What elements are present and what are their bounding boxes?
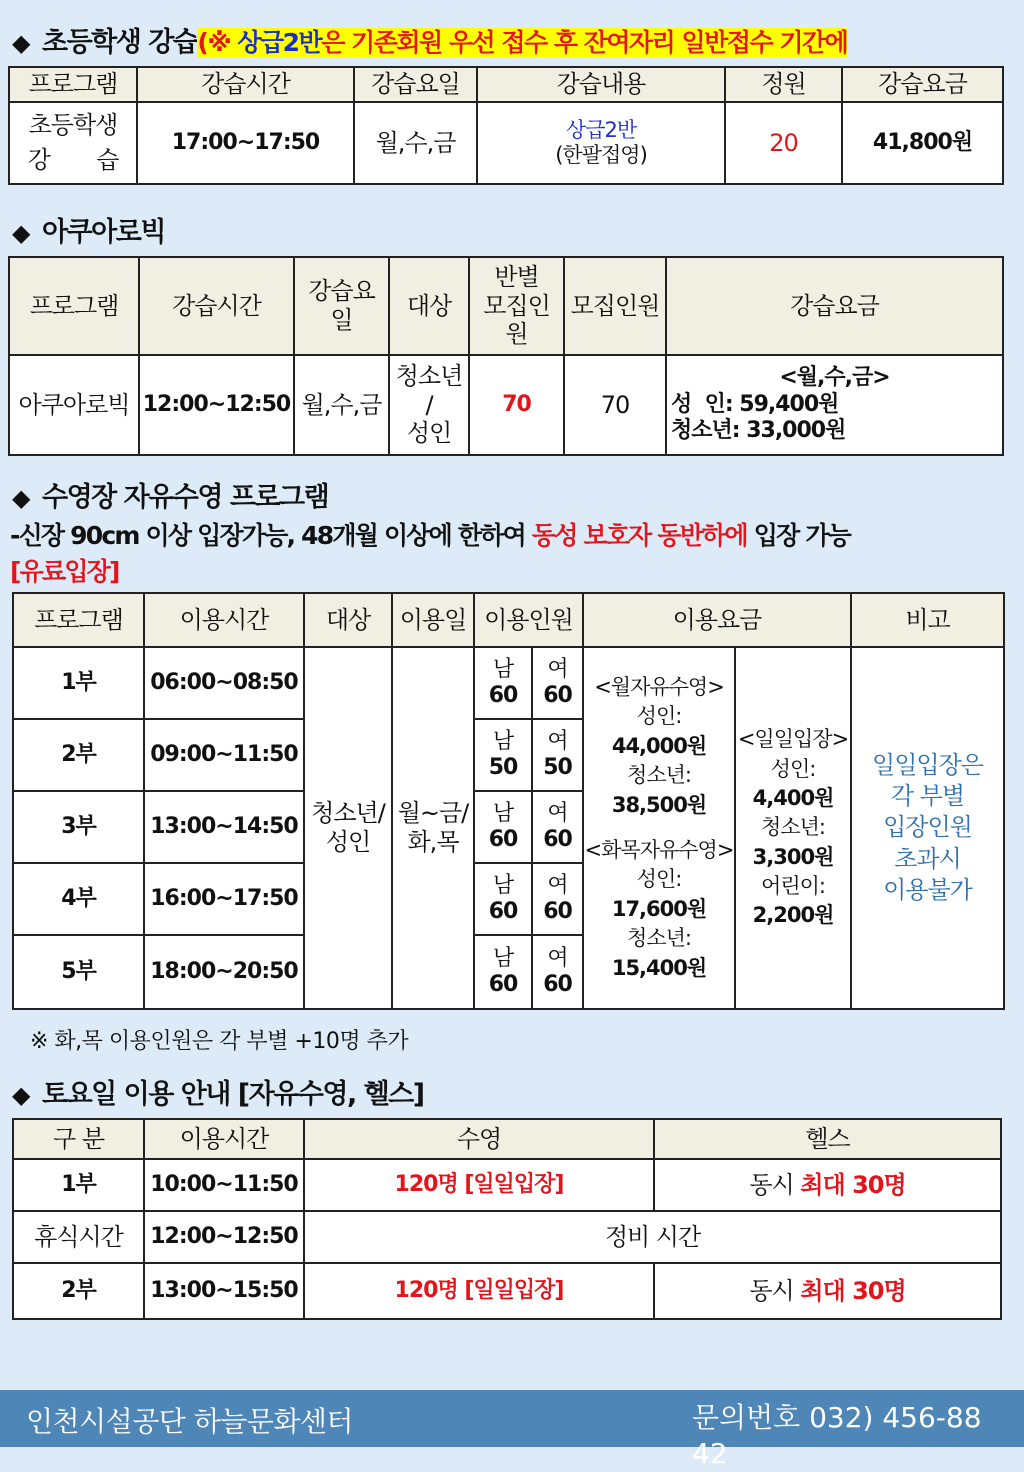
part-cell: 휴식시간 xyxy=(13,1211,144,1263)
fee-cell: 41,800원 xyxy=(842,102,1003,184)
remark-line: 일일입장은 xyxy=(872,751,983,780)
female-label: 여 xyxy=(547,945,568,971)
header-time: 이용시간 xyxy=(144,593,304,647)
time-cell: 13:00~14:50 xyxy=(144,791,304,863)
fee-label: 청소년: xyxy=(627,763,691,788)
section-title-elementary xyxy=(12,20,847,59)
black-diamond-icon: ◆ xyxy=(12,219,29,247)
table-row xyxy=(13,1159,1001,1211)
daily-fee-cell xyxy=(735,647,851,1009)
part-cell: 1부 xyxy=(13,647,144,719)
female-capacity-cell xyxy=(532,863,583,935)
female-count: 60 xyxy=(543,899,572,924)
fee-youth: 청소년: 33,000원 xyxy=(671,418,846,444)
gym-prefix: 동시 xyxy=(749,1276,801,1305)
male-count: 50 xyxy=(488,755,518,780)
remark-line: 초과시 xyxy=(894,844,961,873)
header-program: 프로그램 xyxy=(9,67,137,102)
swim-cell: 120명 [일일입장] xyxy=(304,1263,654,1319)
header-program: 프로그램 xyxy=(13,593,144,647)
fee-value: 2,200원 xyxy=(752,903,834,928)
part-cell: 5부 xyxy=(13,935,144,1009)
footer-bar xyxy=(0,1390,1024,1470)
male-label: 남 xyxy=(492,728,514,754)
monthly-fee-title: <월자유수영> xyxy=(594,675,724,700)
fee-adult: 성 인: 59,400원 xyxy=(671,391,839,417)
daily-fee-title: <일일입장> xyxy=(737,727,849,752)
female-label: 여 xyxy=(547,800,568,826)
time-cell: 06:00~08:50 xyxy=(144,647,304,719)
fee-value: 4,400원 xyxy=(752,785,834,810)
notice-class-name: 상급2반 xyxy=(237,28,322,57)
male-capacity-cell xyxy=(474,791,532,863)
table-row xyxy=(13,647,1004,719)
program-line: 초등학생 xyxy=(28,111,118,140)
part-cell: 4부 xyxy=(13,863,144,935)
elementary-class-table xyxy=(8,66,1004,185)
fee-value: 38,500원 xyxy=(611,792,707,817)
female-label: 여 xyxy=(547,656,568,682)
remark-line: 입장인원 xyxy=(883,813,972,842)
table-header-row xyxy=(9,67,1003,102)
female-count: 60 xyxy=(543,683,572,708)
female-capacity-cell xyxy=(532,719,583,791)
gym-cell xyxy=(654,1159,1001,1211)
fee-label: 청소년: xyxy=(627,926,691,951)
tue-thu-capacity-note: ※ 화,목 이용인원은 각 부별 +10명 추가 xyxy=(30,1029,409,1054)
remark-line: 각 부별 xyxy=(890,782,965,811)
fee-days: <월,수,금> xyxy=(779,365,890,391)
free-swim-table xyxy=(12,592,1005,1010)
fee-value: 3,300원 xyxy=(752,844,834,869)
aquarobic-table xyxy=(8,256,1004,456)
header-target: 대상 xyxy=(304,593,392,647)
priority-notice xyxy=(197,28,847,57)
gym-prefix: 동시 xyxy=(749,1170,801,1199)
swim-cell: 120명 [일일입장] xyxy=(304,1159,654,1211)
header-per-class-line: 모집인 xyxy=(483,291,550,320)
header-capacity: 이용인원 xyxy=(474,593,583,647)
program-cell: 아쿠아로빅 xyxy=(9,355,139,455)
black-diamond-icon: ◆ xyxy=(12,484,29,512)
header-program: 프로그램 xyxy=(9,257,139,355)
female-capacity-cell xyxy=(532,935,583,1009)
part-cell: 2부 xyxy=(13,719,144,791)
target-line: / xyxy=(425,390,433,419)
saturday-table xyxy=(12,1118,1002,1320)
header-per-class xyxy=(469,257,564,355)
male-label: 남 xyxy=(492,800,514,826)
time-cell: 12:00~12:50 xyxy=(144,1211,304,1263)
male-count: 60 xyxy=(488,827,518,852)
male-capacity-cell xyxy=(474,863,532,935)
content-class: 상급2반 xyxy=(565,117,637,142)
part-cell: 2부 xyxy=(13,1263,144,1319)
male-capacity-cell xyxy=(474,647,532,719)
male-label: 남 xyxy=(492,945,514,971)
header-capacity: 정원 xyxy=(725,67,842,102)
fee-label: 청소년: xyxy=(761,815,825,840)
header-gym: 헬스 xyxy=(654,1119,1001,1159)
female-count: 60 xyxy=(543,972,572,997)
header-use-day: 이용일 xyxy=(392,593,474,647)
header-days: 강습요일 xyxy=(354,67,477,102)
target-line: 성인 xyxy=(406,419,452,448)
header-days-line: 일 xyxy=(330,306,353,334)
program-line: 강 습 xyxy=(27,146,119,174)
table-row xyxy=(13,1211,1001,1263)
header-recruit: 모집인원 xyxy=(564,257,666,355)
header-swim: 수영 xyxy=(304,1119,654,1159)
entry-condition-text: -신장 90cm 이상 입장가능, 48개월 이상에 한하여 xyxy=(10,521,532,550)
male-label: 남 xyxy=(492,872,514,898)
time-cell: 18:00~20:50 xyxy=(144,935,304,1009)
time-cell: 16:00~17:50 xyxy=(144,863,304,935)
header-content: 강습내용 xyxy=(477,67,725,102)
part-cell: 3부 xyxy=(13,791,144,863)
tue-thu-fee-title: <화목자유수영> xyxy=(584,838,734,862)
gym-max: 최대 30명 xyxy=(800,1276,906,1305)
fee-cell xyxy=(666,355,1003,455)
table-header-row xyxy=(9,257,1003,355)
days-cell: 월,수,금 xyxy=(354,102,477,184)
target-line: 성인 xyxy=(325,828,371,856)
entry-condition-text: 입장 가능 xyxy=(746,521,851,550)
notice-text: 은 기존회원 우선 접수 후 잔여자리 일반접수 기간에 xyxy=(321,28,848,57)
section-title-aquarobic xyxy=(12,210,165,249)
female-count: 50 xyxy=(543,755,572,780)
section-title-text: 수영장 자유수영 프로그램 xyxy=(42,482,329,513)
header-fee: 강습요금 xyxy=(842,67,1003,102)
male-label: 남 xyxy=(492,656,514,682)
header-per-class-line: 반별 xyxy=(494,262,539,291)
per-class-cell: 70 xyxy=(469,355,564,455)
days-cell: 월,수,금 xyxy=(294,355,389,455)
contact-number: 문의번호 032) 456-8842 xyxy=(692,1401,982,1470)
header-fee: 강습요금 xyxy=(666,257,1003,355)
organization-name: 인천시설공단 하늘문화센터 xyxy=(26,1405,353,1438)
use-day-line: 화,목 xyxy=(407,828,459,856)
header-days-line: 강습요 xyxy=(308,277,375,306)
monthly-fee-cell xyxy=(583,647,735,1009)
header-time: 강습시간 xyxy=(137,67,354,102)
fee-label: 성인: xyxy=(636,867,682,892)
guardian-requirement: 동성 보호자 동반하에 xyxy=(531,521,747,550)
male-capacity-cell xyxy=(474,719,532,791)
gym-cell xyxy=(654,1263,1001,1319)
fee-value: 17,600원 xyxy=(611,896,707,921)
capacity-cell: 20 xyxy=(725,102,842,184)
remark-line: 이용불가 xyxy=(883,875,972,904)
table-row xyxy=(9,102,1003,184)
black-diamond-icon: ◆ xyxy=(12,1081,29,1109)
target-cell xyxy=(304,647,392,1009)
male-count: 60 xyxy=(488,899,518,924)
header-per-class-line: 원 xyxy=(505,320,528,349)
time-cell: 12:00~12:50 xyxy=(139,355,294,455)
male-capacity-cell xyxy=(474,935,532,1009)
entry-conditions xyxy=(10,516,850,552)
header-remark: 비고 xyxy=(851,593,1004,647)
male-count: 60 xyxy=(488,972,518,997)
paid-entry-label: [유료입장] xyxy=(10,557,119,586)
recruit-cell: 70 xyxy=(564,355,666,455)
header-time: 이용시간 xyxy=(144,1119,304,1159)
table-header-row xyxy=(13,1119,1001,1159)
use-day-cell xyxy=(392,647,474,1009)
program-cell xyxy=(9,102,137,184)
section-title-free-swim xyxy=(12,475,328,514)
target-cell xyxy=(389,355,469,455)
black-diamond-icon: ◆ xyxy=(12,29,29,57)
female-count: 60 xyxy=(543,827,572,852)
table-row xyxy=(13,1263,1001,1319)
fee-label: 성인: xyxy=(770,756,816,781)
time-cell: 17:00~17:50 xyxy=(137,102,354,184)
header-time: 강습시간 xyxy=(139,257,294,355)
header-target: 대상 xyxy=(389,257,469,355)
maintenance-cell: 정비 시간 xyxy=(304,1211,1001,1263)
male-count: 60 xyxy=(488,683,518,708)
notice-open: (※ xyxy=(197,28,238,57)
female-label: 여 xyxy=(547,728,568,754)
section-title-text: 토요일 이용 안내 [자유수영, 헬스] xyxy=(42,1079,424,1110)
header-division: 구 분 xyxy=(13,1119,144,1159)
fee-label: 어린이: xyxy=(761,874,825,899)
table-row xyxy=(9,355,1003,455)
target-line: 청소년 xyxy=(395,361,463,390)
content-stroke: (한팔접영) xyxy=(555,143,647,167)
content-cell xyxy=(477,102,725,184)
remark-cell xyxy=(851,647,1004,1009)
fee-value: 44,000원 xyxy=(611,733,707,758)
section-title-text: 아쿠아로빅 xyxy=(42,217,165,248)
female-capacity-cell xyxy=(532,647,583,719)
section-title-text: 초등학생 강습 xyxy=(42,27,198,58)
header-days xyxy=(294,257,389,355)
time-cell: 13:00~15:50 xyxy=(144,1263,304,1319)
time-cell: 10:00~11:50 xyxy=(144,1159,304,1211)
female-label: 여 xyxy=(547,872,568,898)
part-cell: 1부 xyxy=(13,1159,144,1211)
time-cell: 09:00~11:50 xyxy=(144,719,304,791)
female-capacity-cell xyxy=(532,791,583,863)
fee-value: 15,400원 xyxy=(611,955,707,980)
target-line: 청소년/ xyxy=(311,799,385,828)
table-header-row xyxy=(13,593,1004,647)
header-fee: 이용요금 xyxy=(583,593,851,647)
gym-max: 최대 30명 xyxy=(800,1170,906,1199)
fee-label: 성인: xyxy=(636,704,682,729)
section-title-saturday xyxy=(12,1072,424,1111)
use-day-line: 월~금/ xyxy=(397,799,469,828)
